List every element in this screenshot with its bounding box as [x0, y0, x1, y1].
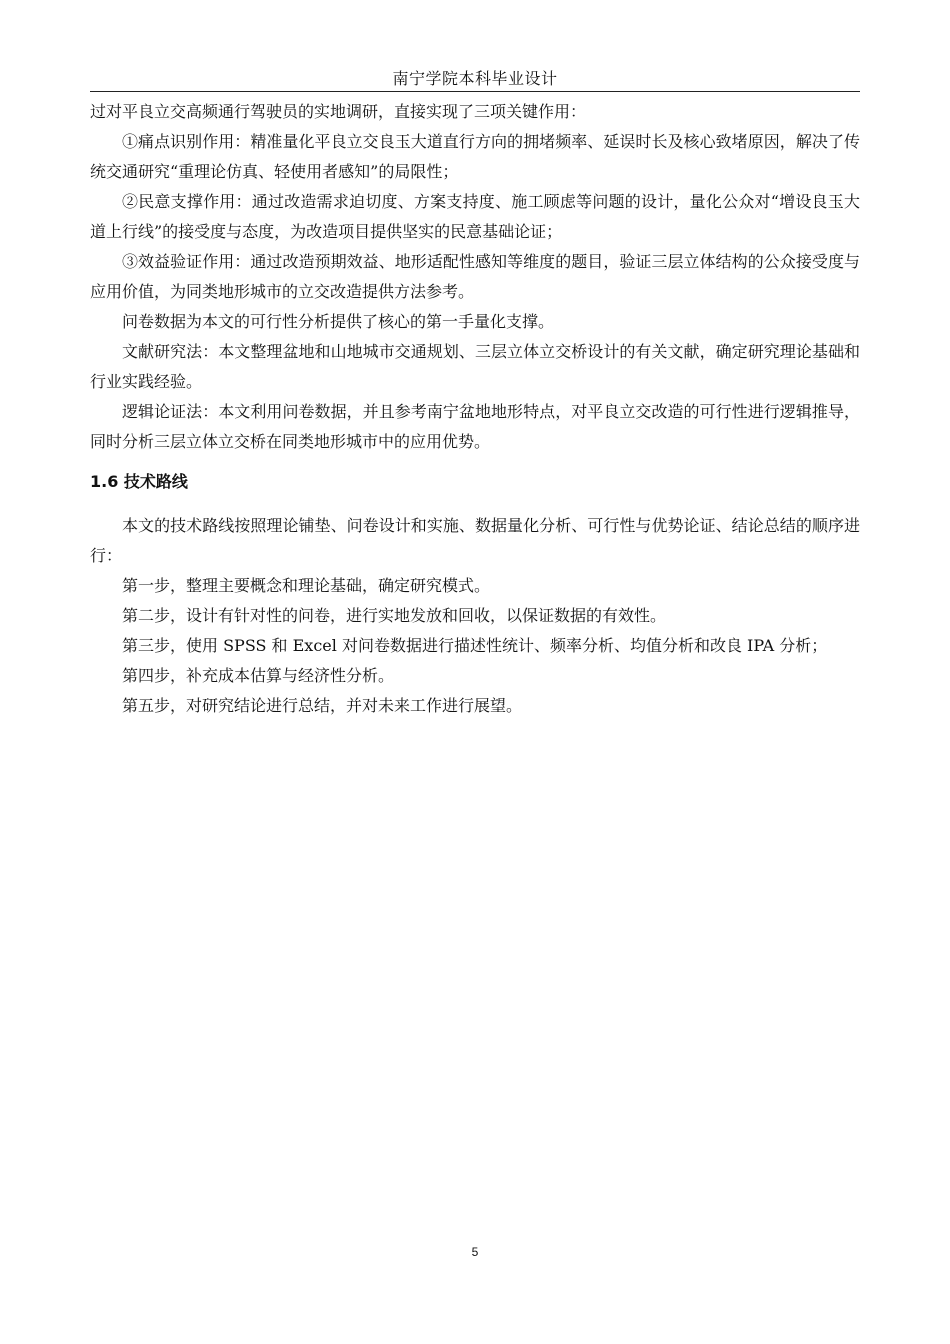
paragraph-literature-method: 文献研究法：本文整理盆地和山地城市交通规划、三层立体立交桥设计的有关文献，确定研究理论基础和行业实践经验。 — [90, 342, 860, 391]
paragraph-role-pain-point: ①痛点识别作用：精准量化平良立交良玉大道直行方向的拥堵频率、延误时长及核心致堵原因，解决了传统交通研究“重理论仿真、轻使用者感知”的局限性； — [90, 132, 860, 181]
paragraph-questionnaire-summary: 问卷数据为本文的可行性分析提供了核心的第一手量化支撑。 — [122, 312, 555, 331]
paragraph-step-4: 第四步，补充成本估算与经济性分析。 — [122, 666, 395, 685]
paragraph-role-benefit-verification: ③效益验证作用：通过改造预期效益、地形适配性感知等维度的题目，验证三层立体结构的公众接受度与应用价值，为同类地形城市的立交改造提供方法参考。 — [90, 252, 860, 301]
paragraph-role-public-support: ②民意支撑作用：通过改造需求迫切度、方案支持度、施工顾虑等问题的设计，量化公众对“增设良玉大道上行线”的接受度与态度，为改造项目提供坚实的民意基础论证； — [90, 192, 860, 241]
paragraph-step-5: 第五步，对研究结论进行总结，并对未来工作进行展望。 — [122, 696, 523, 715]
section-heading-technical-route: 1.6 技术路线 — [90, 472, 188, 491]
paragraph-step-1: 第一步，整理主要概念和理论基础，确定研究模式。 — [122, 576, 491, 595]
page-number: 5 — [471, 1245, 479, 1259]
page-header: 南宁学院本科毕业设计 — [392, 69, 558, 88]
paragraph-route-intro: 本文的技术路线按照理论铺垫、问卷设计和实施、数据量化分析、可行性与优势论证、结论总结的顺序进行： — [90, 516, 860, 565]
paragraph-logic-method: 逻辑论证法：本文利用问卷数据，并且参考南宁盆地地形特点，对平良立交改造的可行性进行逻辑推导，同时分析三层立体立交桥在同类地形城市中的应用优势。 — [90, 402, 860, 451]
paragraph-step-2: 第二步，设计有针对性的问卷，进行实地发放和回收，以保证数据的有效性。 — [122, 606, 667, 625]
paragraph-intro-continuation: 过对平良立交高频通行驾驶员的实地调研，直接实现了三项关键作用： — [90, 102, 587, 121]
paragraph-step-3: 第三步，使用 SPSS 和 Excel 对问卷数据进行描述性统计、频率分析、均值分析和改良 IPA 分析； — [122, 636, 828, 655]
header-divider — [90, 91, 860, 92]
document-body — [90, 97, 860, 721]
